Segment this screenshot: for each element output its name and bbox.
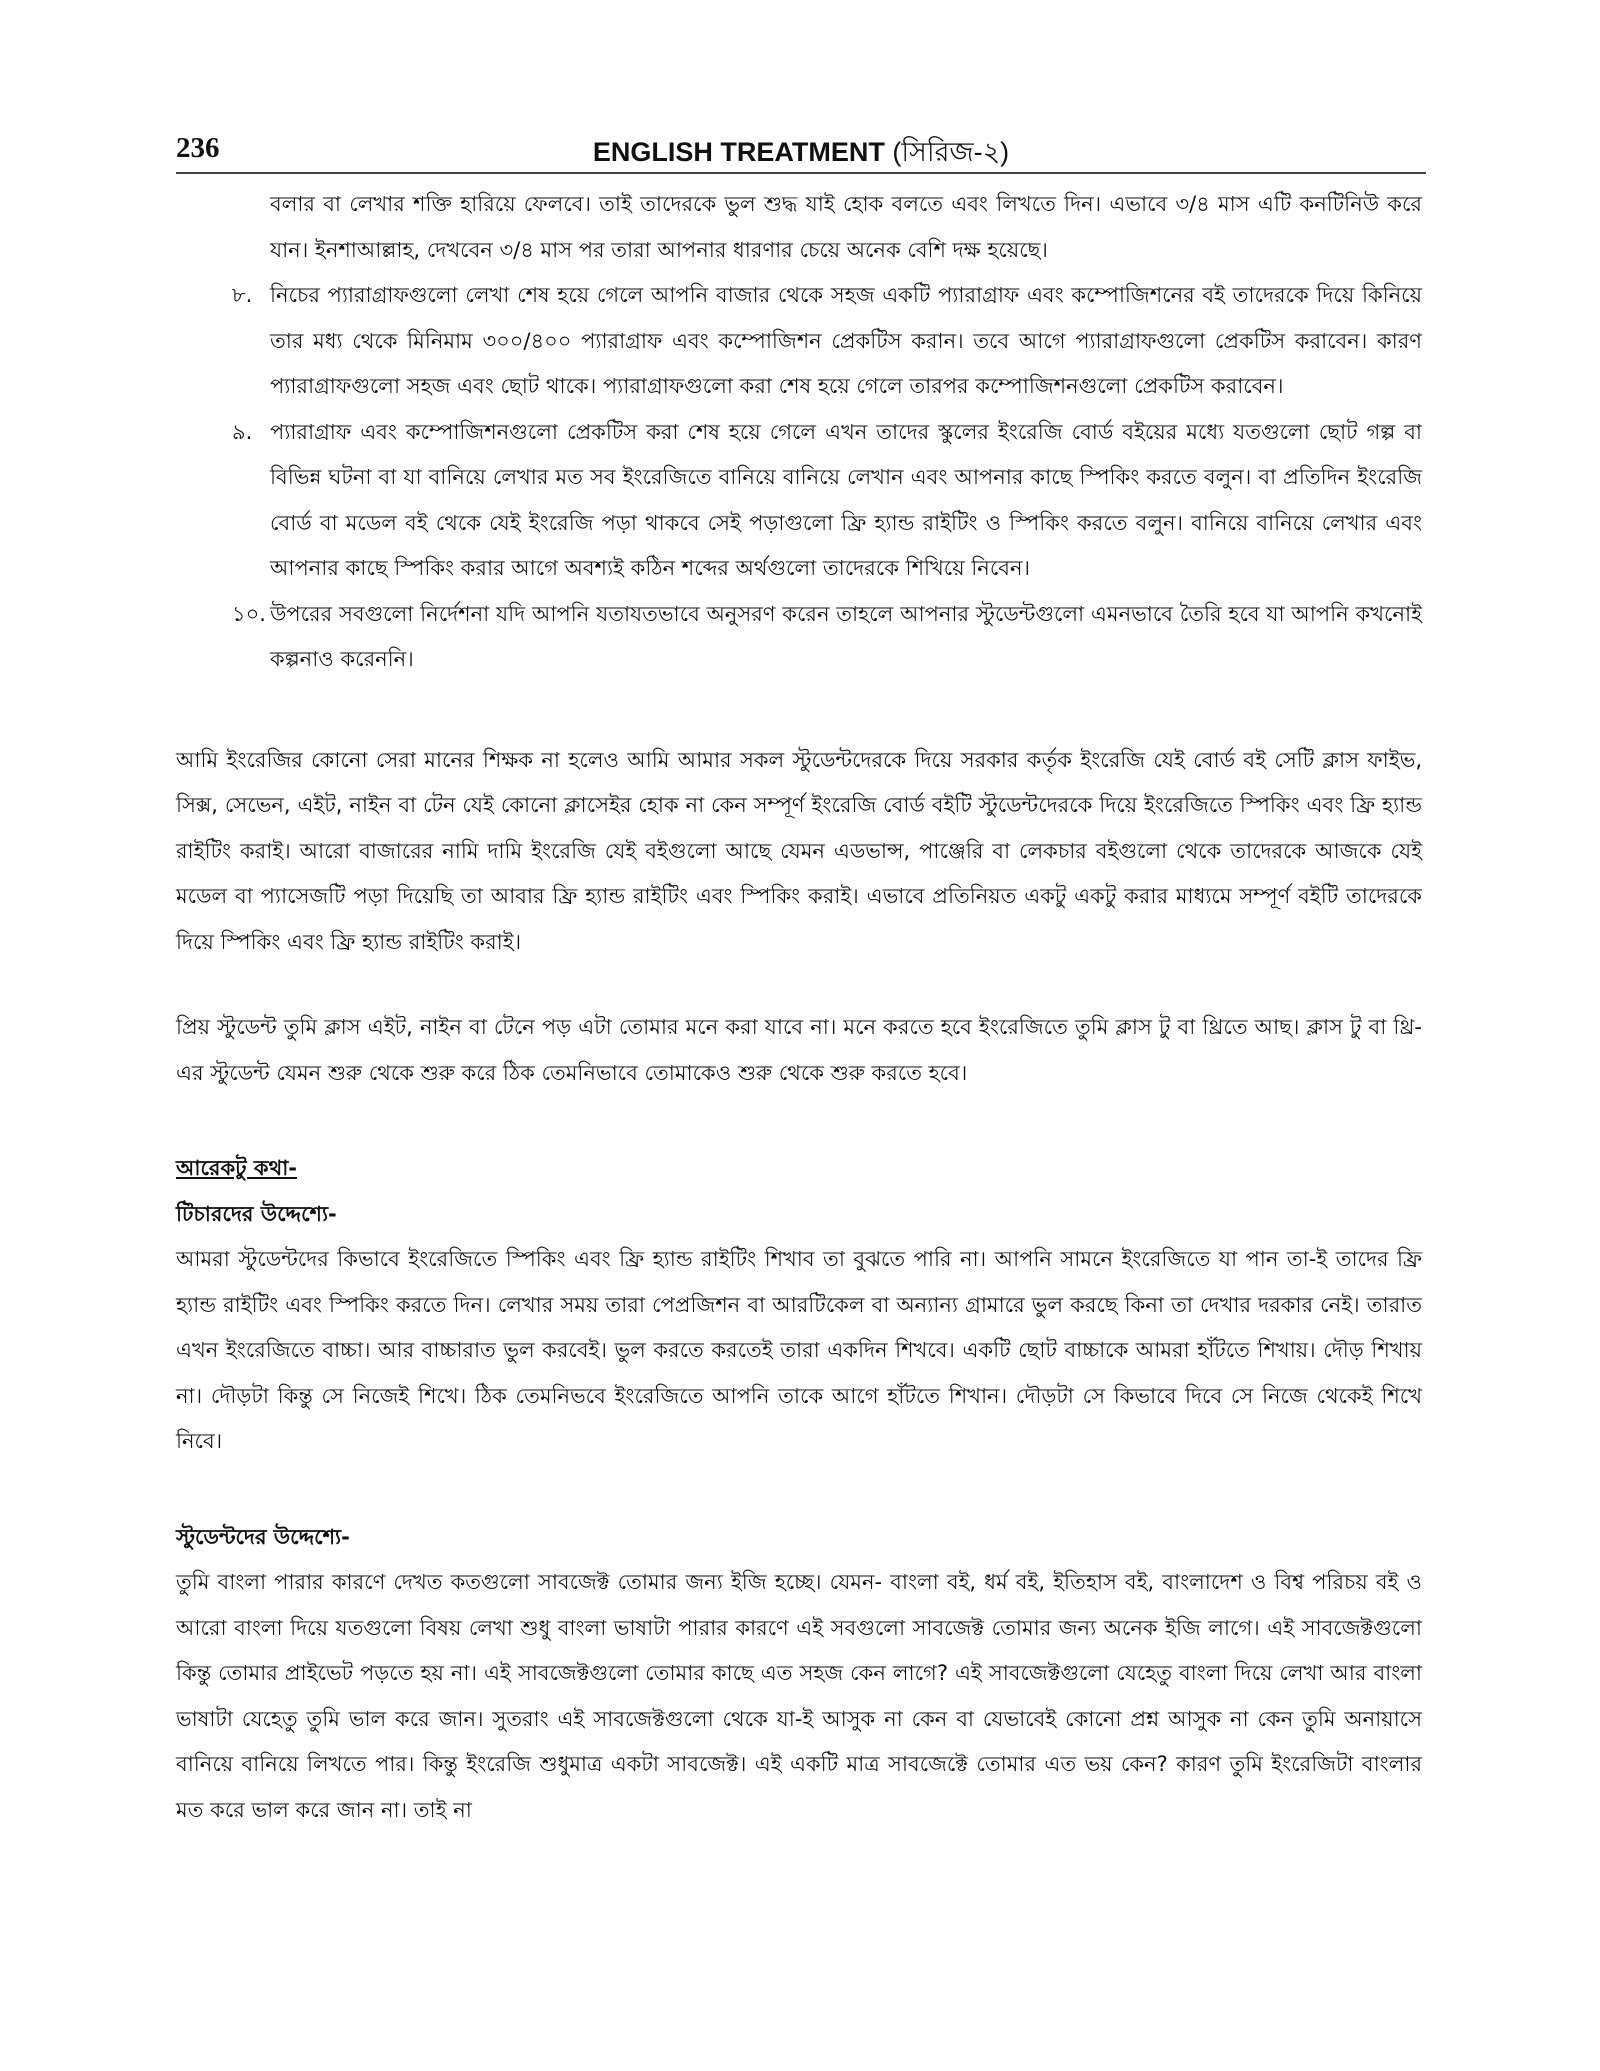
page-body (176, 182, 1422, 1833)
page-number: 236 (176, 132, 220, 164)
list-text: নিচের প্যারাগ্রাফগুলো লেখা শেষ হয়ে গেলে আপনি বাজার থেকে সহজ একটি প্যারাগ্রাফ এবং কম্পোজিশনের বই তাদেরকে দিয়ে কিনিয়ে তার মধ্য থেকে মিনিমাম ৩০০/৪০০ প্যারাগ্রাফ এবং কম্পোজিশন প্রেকটিস করান। তবে আগে প্যারাগ্রাফগুলো প্রেকটিস করাবেন। কারণ প্যারাগ্রাফগুলো সহজ এবং ছোট থাকে। প্যারাগ্রাফগুলো করা শেষ হয়ে গেলে তারপর কম্পোজিশনগুলো প্রেকটিস করাবেন। (270, 283, 1422, 398)
list-number: ৮. (232, 283, 253, 307)
list-number: ১০. (232, 601, 266, 626)
students-paragraph: তুমি বাংলা পারার কারণে দেখত কতগুলো সাবজেক্ট তোমার জন্য ইজি হচ্ছে। যেমন- বাংলা বই, ধর্ম বই, ইতিহাস বই, বাংলাদেশ ও বিশ্ব পরিচয় বই ও আরো বাংলা দিয়ে যতগুলো বিষয় লেখা শুধু বাংলা ভাষাটা পারার কারণে এই সবগুলো সাবজেক্ট তোমার জন্য অনেক ইজি লাগে। এই সাবজেক্টগুলো কিন্তু তোমার প্রাইভেট পড়তে হয় না। এই সাবজেক্টগুলো তোমার কাছে এত সহজ কেন লাগে? এই সাবজেক্টগুলো যেহেতু বাংলা দিয়ে লেখা আর বাংলা ভাষাটা যেহেতু তুমি ভাল করে জান। সুতরাং এই সাবজেক্টগুলো থেকে যা-ই আসুক না কেন বা যেভাবেই কোনো প্রশ্ন আসুক না কেন তুমি অনায়াসে বানিয়ে বানিয়ে লিখতে পার। কিন্তু ইংরেজি শুধুমাত্র একটা সাবজেক্ট। এই একটি মাত্র সাবজেক্টে তোমার এত ভয় কেন? কারণ তুমি ইংরেজিটা বাংলার মত করে ভাল করে জান না। তাই না (176, 1570, 1422, 1822)
book-title: ENGLISH TREATMENT (592, 137, 885, 167)
list-text: উপরের সবগুলো নির্দেশনা যদি আপনি যতাযতভাবে অনুসরণ করেন তাহলে আপনার স্টুডেন্টগুলো এমনভাবে তৈরি হবে যা আপনি কখনোই কল্পনাও করেননি। (270, 601, 1422, 671)
list-number: ৯. (232, 419, 253, 444)
teachers-paragraph: আমরা স্টুডেন্টদের কিভাবে ইংরেজিতে স্পিকিং এবং ফ্রি হ্যান্ড রাইটিং শিখাব তা বুঝতে পারি না। আপনি সামনে ইংরেজিতে যা পান তা-ই তাদের ফ্রি হ্যান্ড রাইটিং এবং স্পিকিং করতে দিন। লেখার সময় তারা পেপ্রজিশন বা আরটিকেল বা অন্যান্য গ্রামারে ভুল করছে কিনা তা দেখার দরকার নেই। তারাত এখন ইংরেজিতে বাচ্চা। আর বাচ্চারাত ভুল করবেই। ভুল করতে করতেই তারা একদিন শিখবে। একটি ছোট বাচ্চাকে আমরা হাঁটতে শিখায়। দৌড় শিখায় না। দৌড়টা কিন্তু সে নিজেই শিখে। ঠিক তেমনিভবে ইংরেজিতে আপনি তাকে আগে হাঁটতে শিখান। দৌড়টা সে কিভাবে দিবে সে নিজে থেকেই শিখে নিবে। (176, 1247, 1422, 1453)
continuation-text: বলার বা লেখার শক্তি হারিয়ে ফেলবে। তাই তাদেরকে ভুল শুদ্ধ যাই হোক বলতে এবং লিখতে দিন। এভাবে ৩/৪ মাস এটি কনটিনিউ করে যান। ইনশাআল্লাহ, দেখবেন ৩/৪ মাস পর তারা আপনার ধারণার চেয়ে অনেক বেশি দক্ষ হয়েছে। (270, 192, 1422, 262)
body-paragraph: আমি ইংরেজির কোনো সেরা মানের শিক্ষক না হলেও আমি আমার সকল স্টুডেন্টদেরকে দিয়ে সরকার কর্তৃক ইংরেজি যেই বোর্ড বই সেটি ক্লাস ফাইভ, সিক্স, সেভেন, এইট, নাইন বা টেন যেই কোনো ক্লাসেইর হোক না কেন সম্পূর্ণ ইংরেজি বোর্ড বইটি স্টুডেন্টদেরকে দিয়ে ইংরেজিতে স্পিকিং এবং ফ্রি হ্যান্ড রাইটিং করাই। আরো বাজারের নামি দামি ইংরেজি যেই বইগুলো আছে যেমন এডভান্স, পাঞ্জেরি বা লেকচার বইগুলো থেকে তাদেরকে আজকে যেই মডেল বা প্যাসেজটি পড়া দিয়েছি তা আবার ফ্রি হ্যান্ড রাইটিং এবং স্পিকিং করাই। এভাবে প্রতিনিয়ত একটু একটু করার মাধ্যমে সম্পূর্ণ বইটি তাদেরকে দিয়ে স্পিকিং এবং ফ্রি হ্যান্ড রাইটিং করাই। (176, 747, 1422, 954)
section-heading: আরেকটু কথা- (176, 1156, 298, 1180)
series-label: (সিরিজ-২) (892, 137, 1010, 167)
list-item (176, 410, 1422, 592)
body-paragraph: প্রিয় স্টুডেন্ট তুমি ক্লাস এইট, নাইন বা টেনে পড় এটা তোমার মনে করা যাবে না। মনে করতে হবে ইংরেজিতে তুমি ক্লাস টু বা থ্রিতে আছ। ক্লাস টু বা থ্রি-এর স্টুডেন্ট যেমন শুরু থেকে শুরু করে ঠিক তেমনিভাবে তোমাকেও শুরু থেকে শুরু করতে হবে। (176, 1015, 1422, 1085)
list-item (176, 273, 1422, 410)
numbered-list (176, 273, 1422, 683)
page-header (176, 132, 1426, 172)
list-item (176, 592, 1422, 683)
list-text: প্যারাগ্রাফ এবং কম্পোজিশনগুলো প্রেকটিস করা শেষ হয়ে গেলে এখন তাদের স্কুলের ইংরেজি বোর্ড বইয়ের মধ্যে যতগুলো ছোট গল্প বা বিভিন্ন ঘটনা বা যা বানিয়ে লেখার মত সব ইংরেজিতে বানিয়ে বানিয়ে লেখান এবং আপনার কাছে স্পিকিং করতে বলুন। বা প্রতিদিন ইংরেজি বোর্ড বা মডেল বই থেকে যেই ইংরেজি পড়া থাকবে সেই পড়াগুলো ফ্রি হ্যান্ড রাইটিং ও স্পিকিং করতে বলুন। বানিয়ে বানিয়ে লেখার এবং আপনার কাছে স্পিকিং করার আগে অবশ্যই কঠিন শব্দের অর্থগুলো তাদেরকে শিখিয়ে নিবেন। (270, 419, 1422, 580)
students-heading: স্টুডেন্টদের উদ্দেশ্যে- (176, 1524, 350, 1549)
header-rule (176, 172, 1426, 174)
running-title (176, 132, 1426, 177)
teachers-heading: টিচারদের উদ্দেশ্যে- (176, 1201, 337, 1226)
